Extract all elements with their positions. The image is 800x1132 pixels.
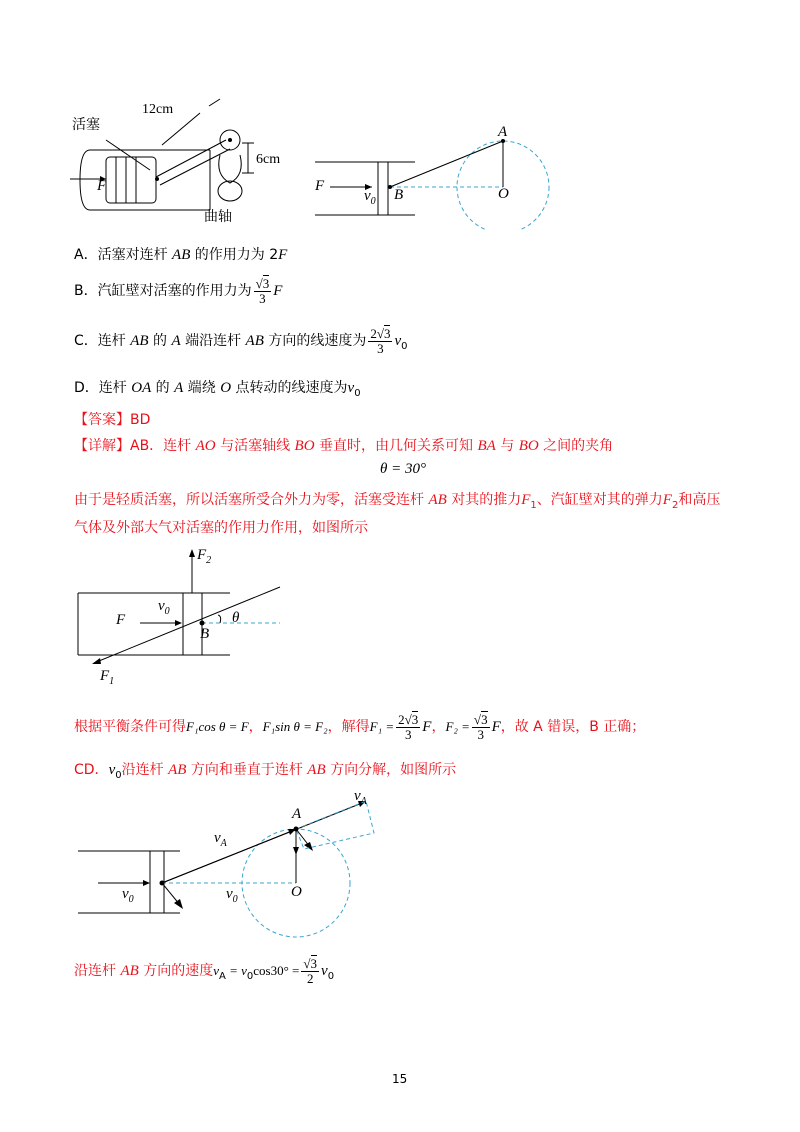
fig3-label-theta: θ — [232, 610, 240, 626]
figure1-force-label: F — [97, 178, 107, 194]
fig4-label-v0-left: $v_0$ — [122, 886, 134, 905]
length-label: 12cm — [142, 102, 174, 117]
fig4-label-vA-top: $v_A$ — [354, 788, 367, 807]
fig4-label-A: A — [292, 806, 302, 822]
schematic-figure — [300, 120, 560, 230]
fig2-label-F: F — [315, 178, 325, 194]
fig4-label-v0-right: $v_0$ — [226, 886, 238, 905]
option-a: A．活塞对连杆 AB 的作用力为 2F — [74, 247, 288, 263]
crank-label: 曲轴 — [204, 209, 232, 225]
fig3-label-F2: $F_2$ — [197, 547, 212, 566]
final-line: 沿连杆 AB 方向的速度$v_A = v_0\cos 30^\circ$ = $\frac{√3}{2}$ $v_0$ — [74, 955, 335, 986]
equilibrium-line: 根据平衡条件可得F₁cos θ = F，F₁sin θ = F₂，解得F₁ = $\frac{2√3}{3}$ F，F₂ = $\frac{√3}{3}$ F，故 A 错误，B 正确； — [74, 711, 646, 742]
answer-label: 【答案】BD — [74, 412, 151, 428]
option-b: B．汽缸壁对活塞的作用力为 $\frac{√3}{3}$ F — [74, 275, 283, 306]
fig3-label-F1: $F_1$ — [100, 668, 115, 687]
fig4-label-O: O — [291, 884, 302, 900]
fig3-label-v0: $v_0$ — [158, 598, 170, 617]
detail-para2-line2: 气体及外部大气对活塞的作用力作用，如图所示 — [74, 520, 368, 536]
fig3-label-B: B — [200, 626, 210, 642]
height-label: 6cm — [256, 152, 281, 167]
velocity-decomposition-diagram — [70, 785, 390, 945]
fig4-label-vA: $v_A$ — [214, 830, 227, 849]
fig2-label-v0: $v_0$ — [364, 188, 376, 207]
detail-para2-line1: 由于是轻质活塞，所以活塞所受合外力为零，活塞受连杆 AB 对其的推力$F_1$、汽缸壁对其的弹力$F_2$和高压 — [74, 492, 721, 511]
cd-line: CD．$v_0$沿连杆 AB 方向和垂直于连杆 AB 方向分解，如图所示 — [74, 762, 457, 781]
detail-intro: 【详解】AB．连杆 AO 与活塞轴线 BO 垂直时，由几何关系可知 BA 与 BO 之间的夹角 — [74, 438, 614, 454]
fig2-label-B: B — [394, 187, 404, 203]
fig2-label-A: A — [498, 124, 508, 140]
option-d: D．连杆 OA 的 A 端绕 O 点转动的线速度为$v_0$ — [74, 380, 361, 399]
fig2-label-O: O — [498, 186, 509, 202]
page-number: 15 — [392, 1072, 408, 1086]
piston-label: 活塞 — [72, 117, 100, 133]
fig3-label-F: F — [116, 612, 126, 628]
theta-equation: θ = 30° — [380, 461, 426, 477]
option-c: C．连杆 AB 的 A 端沿连杆 AB 方向的线速度为 $\frac{2√3}{3}$ $v_0$ — [74, 325, 408, 356]
